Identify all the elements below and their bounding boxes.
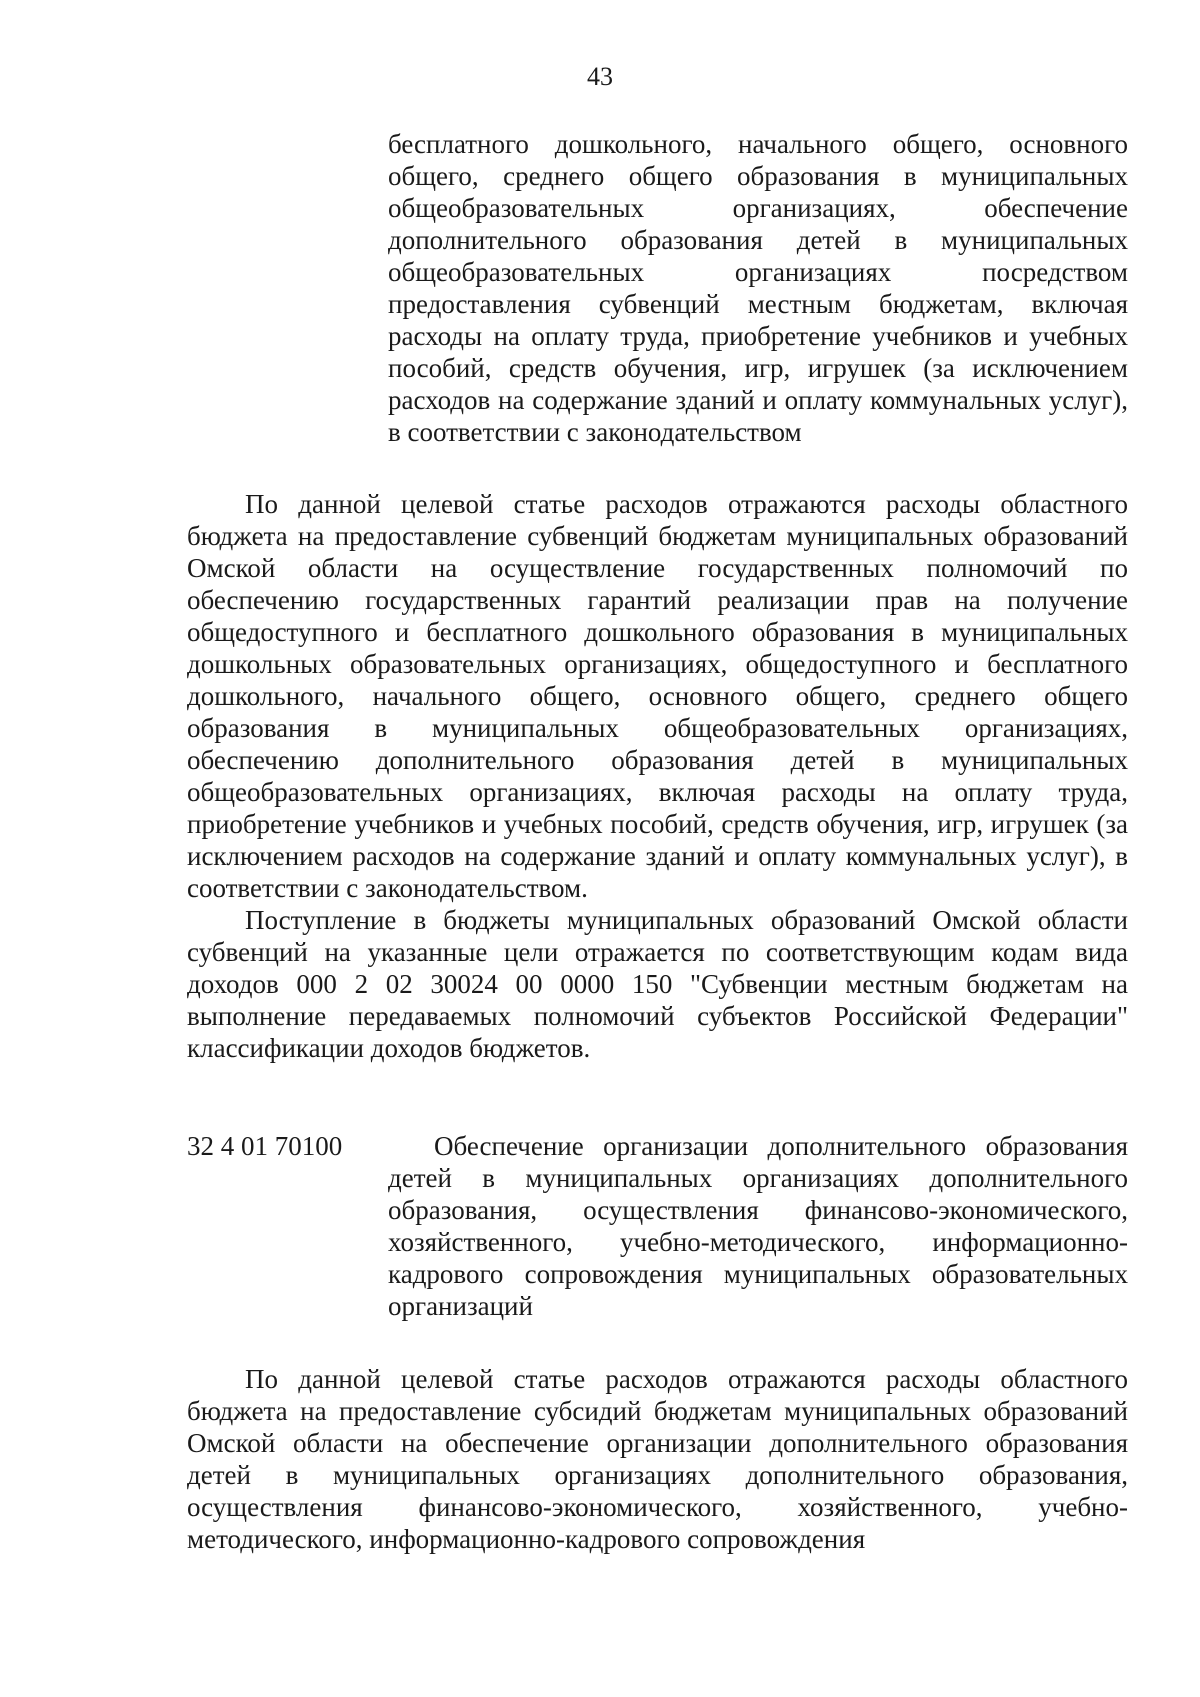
expense-description-section: [187, 1363, 1128, 1555]
expense-item-title: Обеспечение организации дополнительного образования детей в муниципальных организациях дополнительного образования, осуществления финансово-экономического, хозяйственного, учебно-методического, информационно-кадрового сопровождения муниципальных образовательных организаций: [388, 1131, 1128, 1321]
expense-item-title-continuation: бесплатного дошкольного, начального общего, основного общего, среднего общего образования в муниципальных общеобразовательных организациях, обеспечение дополнительного образования детей в муниципальных общеобразовательных организациях посредством предоставления субвенций местным бюджетам, включая расходы на оплату труда, приобретение учебников и учебных пособий, средств обучения, игр, игрушек (за исключением расходов на содержание зданий и оплату коммунальных услуг), в соответствии с законодательством: [388, 129, 1128, 447]
expense-item-code: 32 4 01 70100: [187, 1131, 343, 1161]
revenue-code-paragraph: Поступление в бюджеты муниципальных образований Омской области субвенций на указанные цели отражается по соответствующим кодам вида доходов 000 2 02 30024 00 0000 150 "Субвенции местным бюджетам на выполнение передаваемых полномочий субъектов Российской Федерации" классификации доходов бюджетов.: [187, 905, 1128, 1063]
page-number: 43: [587, 62, 613, 91]
expense-description-paragraph: По данной целевой статье расходов отражаются расходы областного бюджета на предоставление субвенций бюджетам муниципальных образований Омской области на осуществление государственных полномочий по обеспечению государственных гарантий реализации прав на получение общедоступного и бесплатного дошкольного образования в муниципальных дошкольных образовательных организациях, общедоступного и бесплатного дошкольного, начального общего, основного общего, среднего общего образования в муниципальных общеобразовательных организациях, обеспечению дополнительного образования детей в муниципальных общеобразовательных организациях, включая расходы на оплату труда, приобретение учебников и учебных пособий, средств обучения, игр, игрушек (за исключением расходов на содержание зданий и оплату коммунальных услуг), в соответствии с законодательством.: [187, 489, 1128, 903]
expense-description-paragraph: По данной целевой статье расходов отражаются расходы областного бюджета на предоставление субсидий бюджетам муниципальных образований Омской области на обеспечение организации дополнительного образования детей в муниципальных организациях дополнительного образования, осуществления финансово-экономического, хозяйственного, учебно-методического, информационно-кадрового сопровождения: [187, 1364, 1128, 1554]
expense-description-section: [187, 488, 1128, 1064]
